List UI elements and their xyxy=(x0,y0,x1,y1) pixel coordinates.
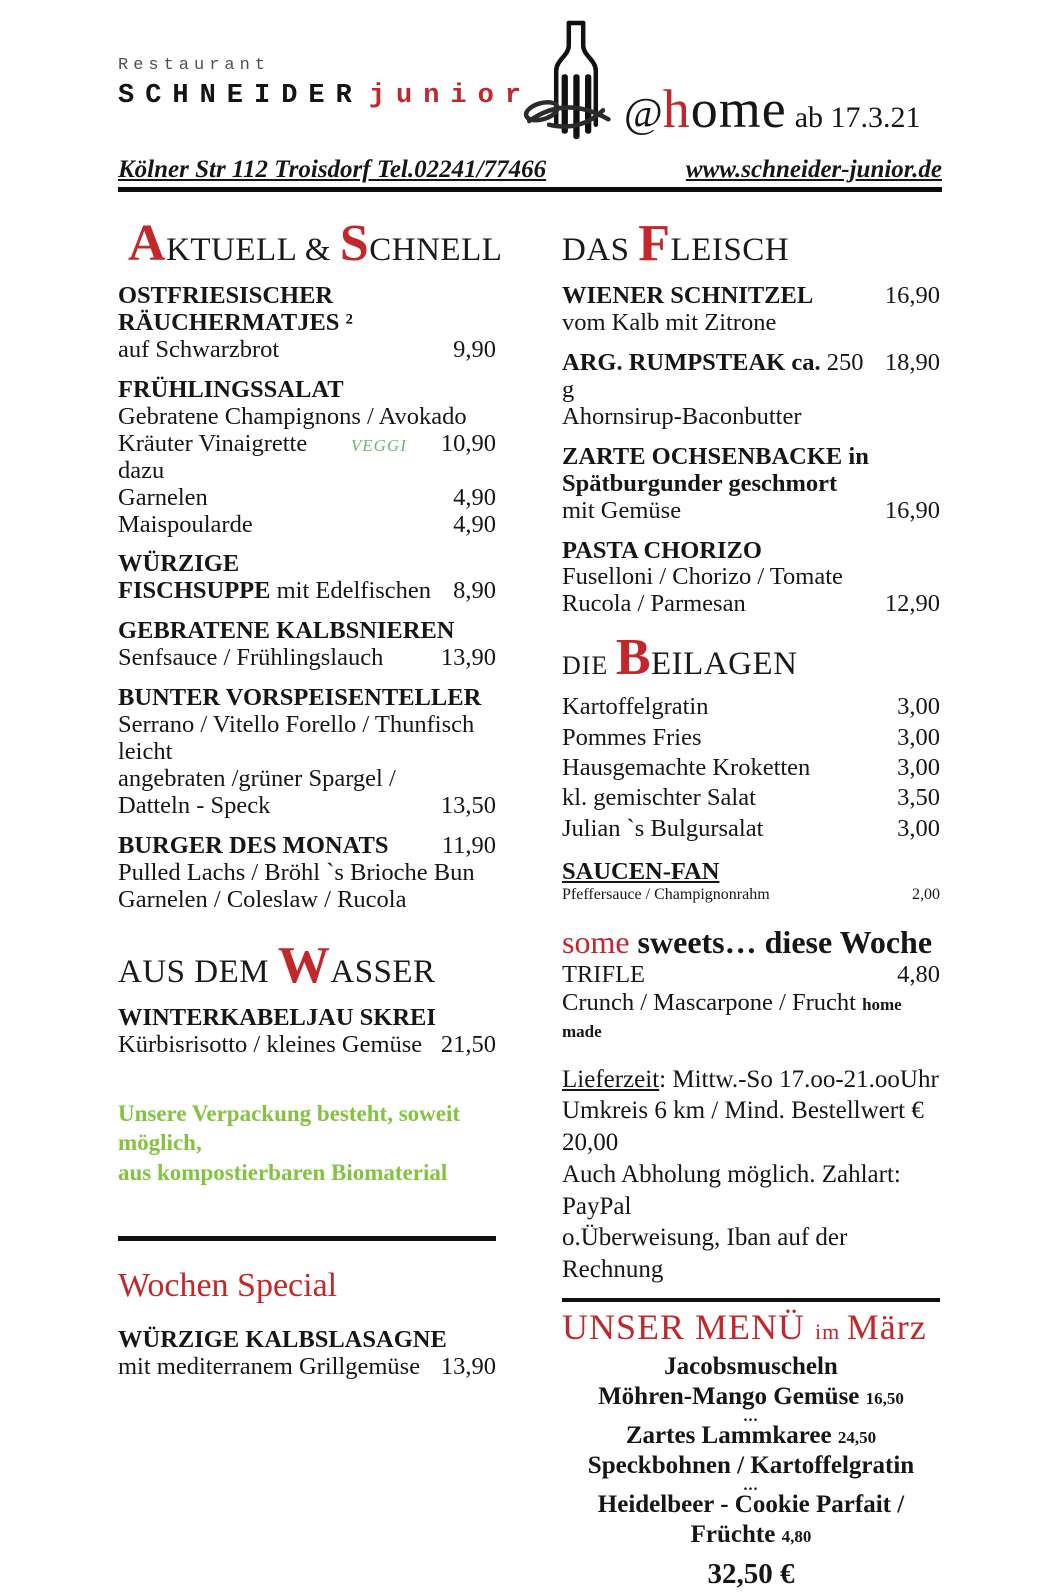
delivery-line: Umkreis 6 km / Mind. Bestellwert € 20,00 xyxy=(562,1097,924,1156)
item-desc: Pulled Lachs / Bröhl `s Brioche Bun xyxy=(118,858,475,886)
side-name: Kartoffelgratin xyxy=(562,693,709,721)
item-price: 16,90 xyxy=(884,282,940,309)
item-title: FRÜHLINGSSALAT xyxy=(118,375,344,403)
sweets-heading-red: some xyxy=(562,924,630,961)
home-rest: ome xyxy=(690,79,787,139)
course-line: Jacobsmuscheln xyxy=(664,1352,838,1380)
saucen-fan-block xyxy=(562,858,940,904)
veggi-tag: VEGGI xyxy=(350,435,407,455)
item-desc: Serrano / Vitello Forello / Thunfisch leicht xyxy=(118,711,475,766)
divider-line xyxy=(118,1236,496,1241)
delivery-text: : Mittw.-So 17.oo-21.ooUhr xyxy=(659,1065,939,1093)
item-title: FISCHSUPPE xyxy=(118,577,271,605)
item-price: 21,50 xyxy=(440,1030,496,1058)
section-heading-die-beilagen xyxy=(562,629,940,687)
item-price: 8,90 xyxy=(453,577,496,605)
heading-text: LEISCH xyxy=(670,232,790,268)
item-title-line xyxy=(562,350,877,404)
side-name: kl. gemischter Salat xyxy=(562,784,756,812)
course-line: Speckbohnen / Kartoffelgratin xyxy=(587,1452,915,1480)
left-column xyxy=(118,206,503,1592)
addon-name: Maispoularde xyxy=(118,510,253,538)
home-made-tag: home made xyxy=(562,994,902,1042)
item-title: RÄUCHERMATJES ² xyxy=(118,308,353,336)
section-heading-aktuell-schnell xyxy=(118,215,503,272)
item-title: WÜRZIGE KALBSLASAGNE xyxy=(118,1326,447,1354)
at-sign: @ xyxy=(624,91,663,137)
menu-columns xyxy=(118,206,942,1592)
heading-text: CHNELL xyxy=(369,232,503,268)
brand-name: SCHNEIDER xyxy=(118,81,363,111)
menu-item-vorspeisenteller xyxy=(118,685,496,820)
heading-text-small: im xyxy=(815,1318,847,1344)
home-word xyxy=(663,79,787,139)
menu-item-fruehlingssalat xyxy=(118,377,496,539)
course-price: 24,50 xyxy=(837,1427,877,1447)
course-price: 4,80 xyxy=(781,1527,812,1547)
heading-text: AUS DEM xyxy=(118,953,278,990)
addon-price: 4,90 xyxy=(453,483,496,511)
item-title: ARG. RUMPSTEAK ca. xyxy=(562,348,821,376)
item-title-line xyxy=(118,578,431,605)
item-desc: Datteln - Speck xyxy=(118,791,271,819)
item-desc: mit Edelfischen xyxy=(270,577,432,605)
eco-note-line: Unsere Verpackung besteht, soweit möglich, xyxy=(118,1100,461,1156)
heading-text: DAS xyxy=(562,232,639,268)
item-price: 4,80 xyxy=(897,961,940,989)
brand-name-junior: junior xyxy=(368,81,533,111)
item-desc: vom Kalb mit Zitrone xyxy=(562,308,777,336)
side-price: 3,00 xyxy=(897,693,940,721)
item-title: WIENER SCHNITZEL xyxy=(562,282,814,309)
item-desc: Ahornsirup-Baconbutter xyxy=(562,402,802,430)
delivery-line: o.Überweisung, Iban auf der Rechnung xyxy=(562,1224,848,1283)
item-title: WINTERKABELJAU SKREI xyxy=(118,1003,436,1031)
dropcap: S xyxy=(339,215,370,272)
monthly-menu-courses xyxy=(562,1352,940,1592)
menu-item-kalbslasagne xyxy=(118,1327,496,1381)
eco-packaging-note xyxy=(118,1099,496,1189)
item-price: 18,90 xyxy=(884,348,940,376)
heading-text: EILAGEN xyxy=(651,646,798,683)
section-heading-aus-dem-wasser xyxy=(118,936,496,994)
menu-item-rumpsteak xyxy=(562,350,940,431)
menu-item-burger-des-monats xyxy=(118,833,496,914)
restaurant-label: Restaurant xyxy=(118,56,271,75)
item-desc: Gebratene Champignons / Avokado xyxy=(118,402,467,430)
menu-item-pasta-chorizo xyxy=(562,538,940,619)
item-price: 13,90 xyxy=(440,1353,496,1381)
sides-list xyxy=(562,692,940,844)
item-desc: Garnelen / Coleslaw / Rucola xyxy=(118,885,407,913)
course-line xyxy=(562,1382,940,1413)
item-desc: Pfeffersauce / Champignonrahm xyxy=(562,886,770,904)
side-name: Julian `s Bulgursalat xyxy=(562,814,764,842)
home-h: h xyxy=(662,79,691,139)
heading-text: UNSER MENÜ xyxy=(562,1306,806,1347)
item-desc: angebraten /grüner Spargel / xyxy=(118,765,396,792)
side-row xyxy=(562,783,940,813)
side-price: 3,50 xyxy=(897,784,940,812)
side-row xyxy=(562,814,940,844)
side-name: Hausgemachte Kroketten xyxy=(562,754,811,782)
item-price: 11,90 xyxy=(441,831,496,859)
item-title: WÜRZIGE xyxy=(118,550,240,578)
item-price: 9,90 xyxy=(453,335,496,363)
dropcap: A xyxy=(128,215,167,272)
launch-date: ab 17.3.21 xyxy=(794,101,921,134)
item-title: ZARTE OCHSENBACKE in xyxy=(562,442,869,470)
header xyxy=(118,22,942,154)
item-desc: mit mediterranem Grillgemüse xyxy=(118,1353,421,1381)
menu-item-raeuchermatjes xyxy=(118,283,496,364)
item-desc: Kürbisrisotto / kleines Gemüse xyxy=(118,1030,423,1058)
side-price: 3,00 xyxy=(897,723,940,751)
side-name: Pommes Fries xyxy=(562,723,702,751)
side-row xyxy=(562,723,940,753)
side-price: 3,00 xyxy=(897,814,940,842)
delivery-line xyxy=(562,1064,940,1096)
home-tagline xyxy=(624,22,921,140)
delivery-label: Lieferzeit xyxy=(562,1065,660,1093)
eco-note-line: aus kompostierbaren Biomaterial xyxy=(118,1160,448,1186)
item-title: PASTA CHORIZO xyxy=(562,536,762,564)
menu-item-wiener-schnitzel xyxy=(562,283,940,337)
item-desc: Kräuter Vinaigrette xyxy=(118,429,308,457)
brand-block xyxy=(118,22,532,111)
side-row xyxy=(562,692,940,722)
dropcap: B xyxy=(615,629,652,687)
address-row xyxy=(118,156,942,192)
side-row xyxy=(562,753,940,783)
course-separator: ... xyxy=(743,1476,759,1494)
menu-item-kalbsnieren xyxy=(118,618,496,672)
side-price: 3,00 xyxy=(897,754,940,782)
addon-price: 4,90 xyxy=(453,510,496,538)
delivery-line: Auch Abholung möglich. Zahlart: PayPal xyxy=(562,1160,901,1220)
saucen-fan-title: SAUCEN-FAN xyxy=(562,858,720,886)
course-name: Möhren-Mango Gemüse xyxy=(598,1383,860,1411)
item-price: 16,90 xyxy=(884,496,940,524)
item-price: 13,90 xyxy=(440,644,496,672)
item-desc-line xyxy=(562,989,940,1044)
heading-text: März xyxy=(846,1306,927,1347)
item-title: BUNTER VORSPEISENTELLER xyxy=(118,684,482,712)
course-name: Heidelbeer - Cookie Parfait / Früchte xyxy=(597,1490,905,1549)
heading-text: KTUELL & xyxy=(166,232,340,268)
item-price: 12,90 xyxy=(884,590,940,618)
item-title: GEBRATENE KALBSNIEREN xyxy=(118,617,455,645)
wochen-special-heading: Wochen Special xyxy=(118,1267,338,1305)
item-title: OSTFRIESISCHER xyxy=(118,282,334,309)
dropcap: W xyxy=(277,936,331,994)
dropcap: F xyxy=(638,215,671,272)
street-address: Kölner Str 112 Troisdorf Tel.02241/77466 xyxy=(118,156,547,183)
item-title: Spätburgunder geschmort xyxy=(562,469,838,497)
sweets-heading-rest: sweets… diese Woche xyxy=(629,924,933,961)
item-desc: Senfsauce / Frühlingslauch xyxy=(118,644,384,672)
item-title: TRIFLE xyxy=(562,961,646,989)
divider-line xyxy=(562,1298,940,1302)
delivery-info xyxy=(562,1064,940,1286)
menu-item-ochsenbacke xyxy=(562,444,940,525)
item-desc: Fuselloni / Chorizo / Tomate xyxy=(562,563,843,591)
course-line xyxy=(562,1421,940,1452)
course-name: Zartes Lammkaree xyxy=(625,1421,832,1449)
heading-text: ASSER xyxy=(330,953,436,990)
website-link[interactable]: www.schneider-junior.de xyxy=(685,156,942,183)
item-desc: dazu xyxy=(118,456,165,484)
bottle-fork-ribbon-logo-icon xyxy=(522,18,630,154)
brand-row xyxy=(118,81,532,111)
monthly-menu-heading xyxy=(562,1306,940,1348)
addon-name: Garnelen xyxy=(118,483,208,511)
menu-item-fischsuppe xyxy=(118,551,496,605)
item-title: BURGER DES MONATS xyxy=(118,831,389,859)
item-desc: 250 g xyxy=(562,348,864,403)
course-price: 16,50 xyxy=(865,1389,904,1409)
item-desc: Rucola / Parmesan xyxy=(562,590,746,618)
item-price: 13,50 xyxy=(440,791,496,819)
course-line xyxy=(562,1490,940,1551)
menu-item-trifle xyxy=(562,961,940,1043)
item-price: 2,00 xyxy=(912,886,940,904)
course-separator: ... xyxy=(743,1407,759,1425)
sweets-heading xyxy=(562,924,940,961)
right-column xyxy=(562,206,940,1592)
item-desc: mit Gemüse xyxy=(562,496,682,524)
item-price: 10,90 xyxy=(440,429,496,457)
item-desc: auf Schwarzbrot xyxy=(118,335,280,363)
menu-total-price: 32,50 € xyxy=(707,1557,795,1590)
menu-item-winterkabeljau xyxy=(118,1005,496,1059)
item-desc: Crunch / Mascarpone / Frucht xyxy=(562,988,856,1016)
heading-text: DIE xyxy=(562,651,616,681)
section-heading-das-fleisch xyxy=(562,215,940,272)
